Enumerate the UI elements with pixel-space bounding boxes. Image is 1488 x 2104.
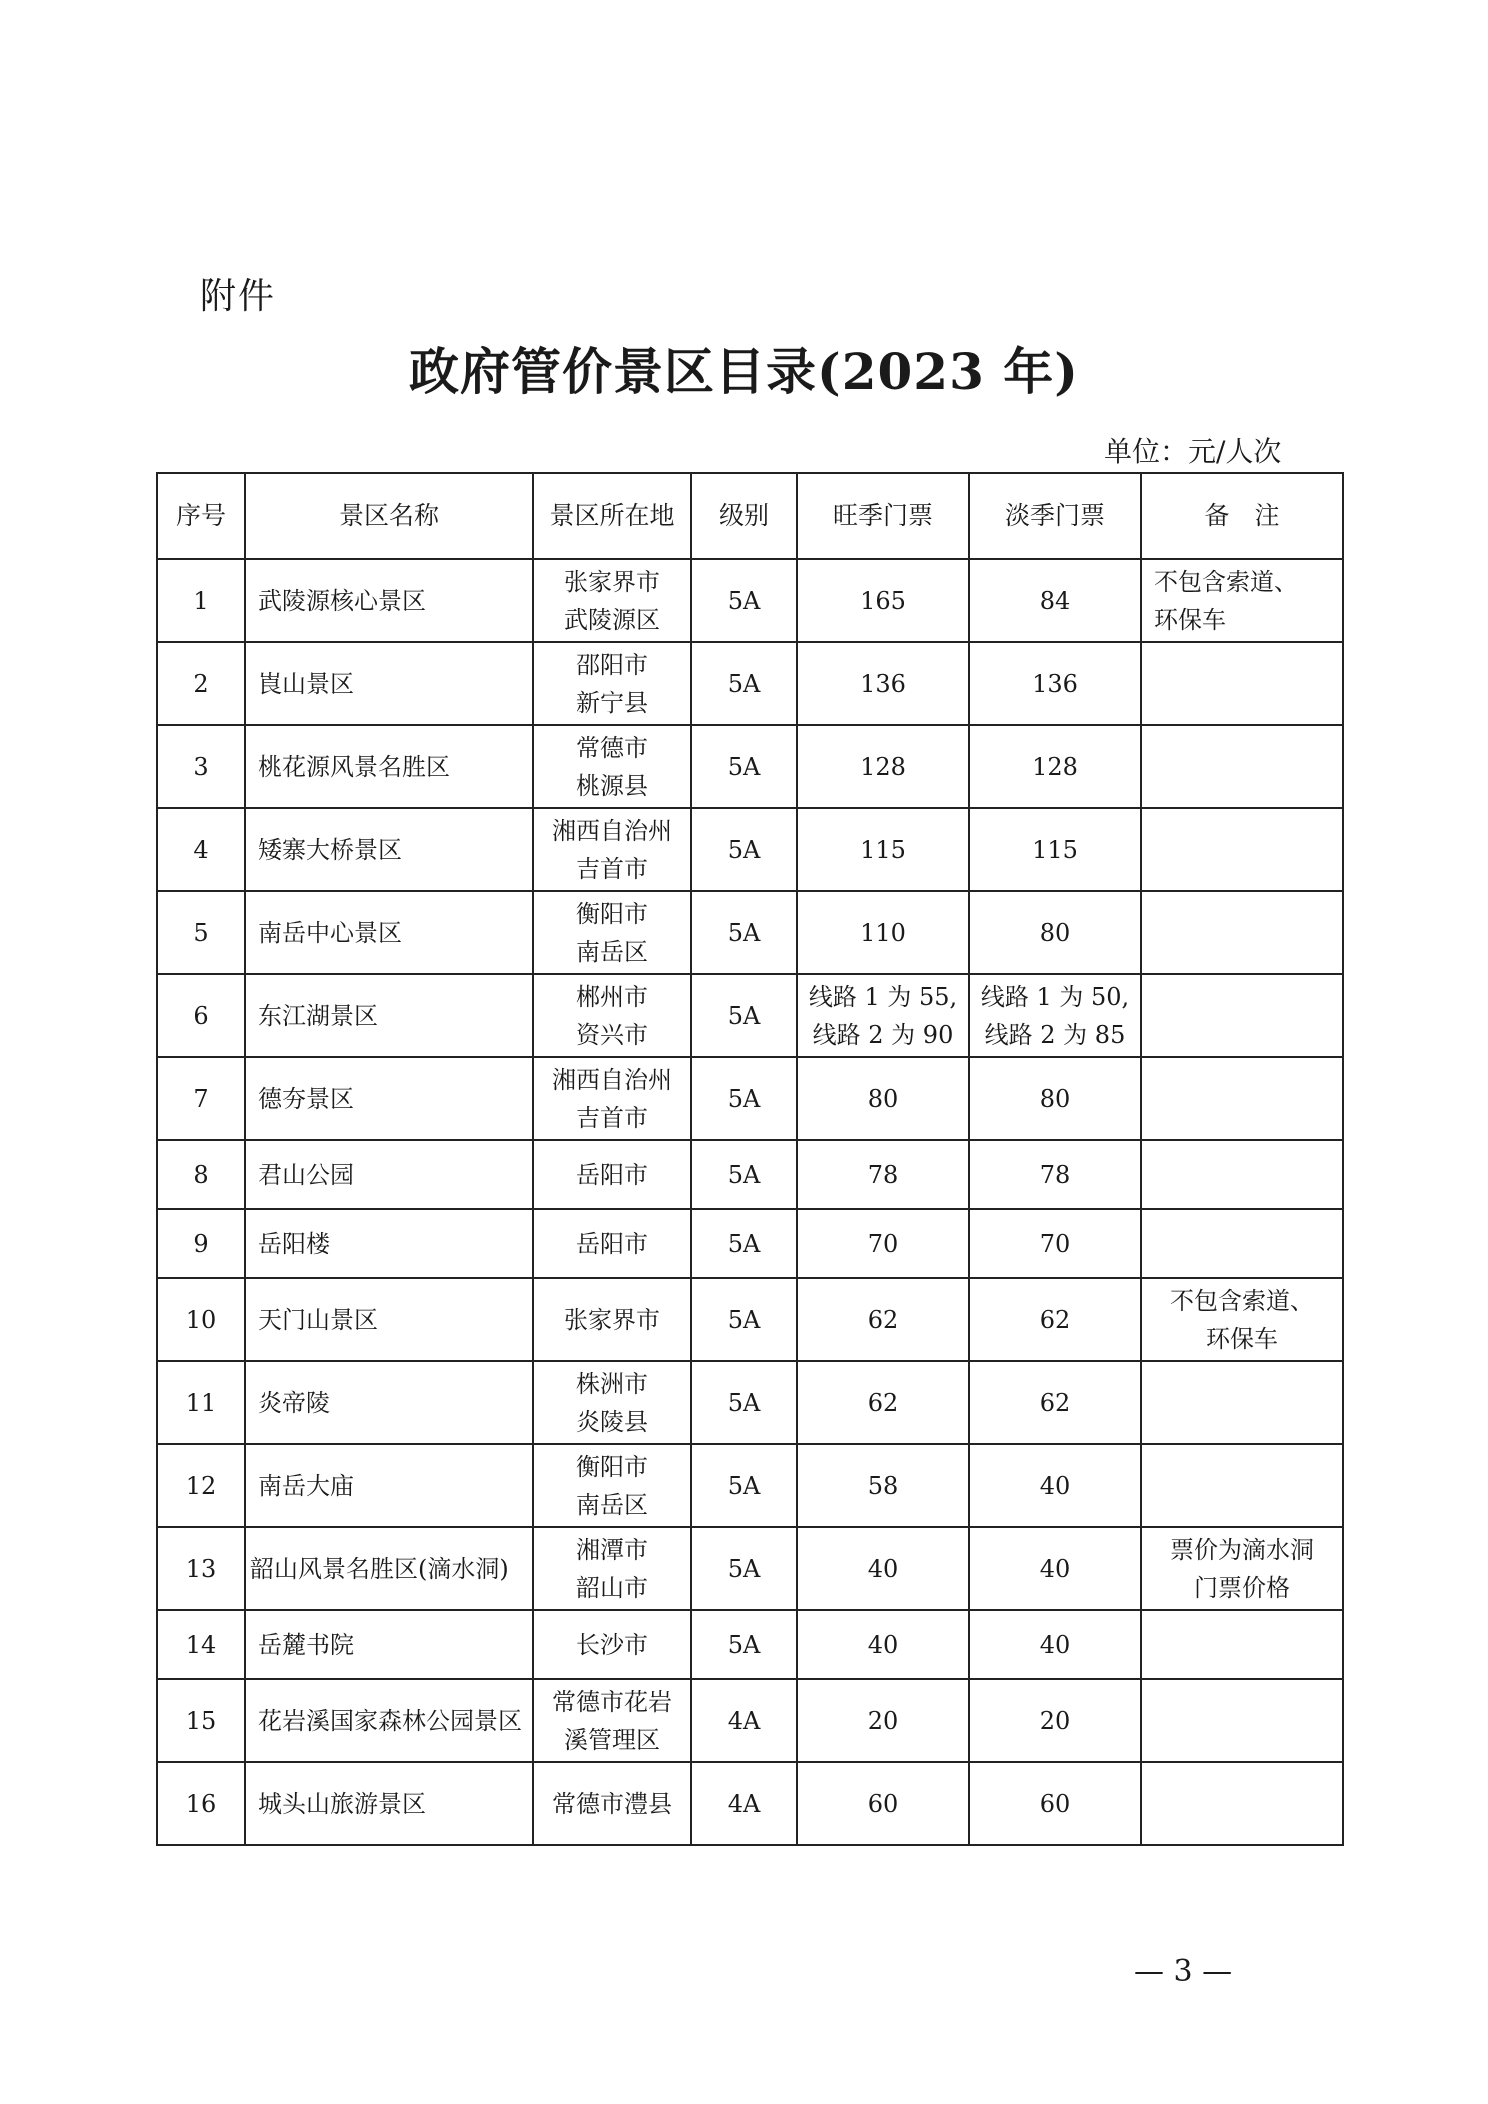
cell-level-line-1: 4A	[727, 1789, 761, 1818]
cell-location	[533, 1679, 691, 1762]
cell-location-line-1: 湘西自治州	[552, 1065, 672, 1094]
col-header-no: 序号	[157, 473, 245, 559]
table-row	[157, 808, 1343, 891]
cell-level	[691, 1610, 797, 1679]
cell-location	[533, 891, 691, 974]
table-row	[157, 725, 1343, 808]
cell-name-line-1: 城头山旅游景区	[258, 1789, 426, 1818]
cell-peak-ticket-line-1: 20	[867, 1706, 899, 1735]
cell-location-line-2: 南岳区	[576, 937, 648, 966]
cell-level	[691, 642, 797, 725]
cell-no-line-1: 4	[193, 835, 209, 864]
cell-note	[1141, 1527, 1343, 1610]
cell-offpeak-ticket	[969, 808, 1141, 891]
cell-peak-ticket-line-1: 40	[867, 1630, 899, 1659]
cell-name-line-1: 韶山风景名胜区(滴水洞)	[250, 1554, 509, 1583]
cell-name	[245, 1361, 533, 1444]
table-row	[157, 1057, 1343, 1140]
col-header-level: 级别	[691, 473, 797, 559]
cell-name	[245, 1679, 533, 1762]
cell-offpeak-ticket-line-1: 78	[1039, 1160, 1071, 1189]
cell-name	[245, 1610, 533, 1679]
cell-no	[157, 974, 245, 1057]
cell-offpeak-ticket	[969, 725, 1141, 808]
cell-no	[157, 642, 245, 725]
cell-location-line-2: 资兴市	[576, 1020, 648, 1049]
cell-peak-ticket-line-1: 136	[860, 669, 906, 698]
cell-peak-ticket	[797, 725, 969, 808]
cell-location	[533, 1527, 691, 1610]
table-row	[157, 1527, 1343, 1610]
cell-offpeak-ticket-line-1: 80	[1039, 1084, 1071, 1113]
table-row	[157, 1679, 1343, 1762]
cell-location-line-2: 武陵源区	[564, 605, 660, 634]
cell-no	[157, 1762, 245, 1845]
cell-location-line-1: 张家界市	[564, 567, 660, 596]
cell-note	[1141, 642, 1343, 725]
cell-peak-ticket-line-1: 62	[867, 1305, 899, 1334]
cell-peak-ticket	[797, 1762, 969, 1845]
cell-location-line-1: 常德市	[576, 733, 648, 762]
cell-level-line-1: 5A	[727, 835, 761, 864]
cell-name	[245, 1762, 533, 1845]
cell-level	[691, 1762, 797, 1845]
cell-offpeak-ticket	[969, 1444, 1141, 1527]
cell-name	[245, 808, 533, 891]
cell-peak-ticket-line-1: 80	[867, 1084, 899, 1113]
cell-offpeak-ticket	[969, 1762, 1141, 1845]
table-row	[157, 891, 1343, 974]
cell-offpeak-ticket-line-1: 62	[1039, 1388, 1071, 1417]
cell-location-line-2: 新宁县	[576, 688, 648, 717]
cell-peak-ticket-line-1: 165	[860, 586, 906, 615]
cell-note	[1141, 1057, 1343, 1140]
cell-level-line-1: 5A	[727, 1554, 761, 1583]
cell-no	[157, 1527, 245, 1610]
cell-no	[157, 1209, 245, 1278]
cell-name-line-1: 炎帝陵	[258, 1388, 330, 1417]
cell-location	[533, 1278, 691, 1361]
cell-level-line-1: 5A	[727, 1160, 761, 1189]
cell-name-line-1: 花岩溪国家森林公园景区	[258, 1706, 522, 1735]
cell-peak-ticket-line-1: 40	[867, 1554, 899, 1583]
cell-offpeak-ticket-line-1: 40	[1039, 1554, 1071, 1583]
cell-level-line-1: 5A	[727, 1229, 761, 1258]
cell-name-line-1: 武陵源核心景区	[258, 586, 426, 615]
cell-peak-ticket	[797, 891, 969, 974]
cell-location	[533, 559, 691, 642]
cell-no	[157, 891, 245, 974]
cell-note-line-1: 票价为滴水洞	[1170, 1535, 1314, 1564]
cell-location-line-2: 溪管理区	[564, 1725, 660, 1754]
cell-location-line-2: 韶山市	[576, 1573, 648, 1602]
cell-peak-ticket	[797, 559, 969, 642]
cell-level-line-1: 5A	[727, 752, 761, 781]
cell-name	[245, 1527, 533, 1610]
cell-peak-ticket	[797, 1140, 969, 1209]
cell-offpeak-ticket-line-1: 40	[1039, 1630, 1071, 1659]
cell-location	[533, 974, 691, 1057]
cell-offpeak-ticket	[969, 891, 1141, 974]
cell-level	[691, 974, 797, 1057]
cell-level-line-1: 5A	[727, 1084, 761, 1113]
col-header-note: 备 注	[1141, 473, 1343, 559]
cell-peak-ticket-line-1: 110	[860, 918, 906, 947]
table-row	[157, 1140, 1343, 1209]
cell-offpeak-ticket	[969, 1278, 1141, 1361]
cell-name-line-1: 崀山景区	[258, 669, 354, 698]
cell-name	[245, 1140, 533, 1209]
cell-location-line-2: 桃源县	[576, 771, 648, 800]
cell-name-line-1: 矮寨大桥景区	[258, 835, 402, 864]
cell-name	[245, 1444, 533, 1527]
cell-peak-ticket	[797, 974, 969, 1057]
cell-note	[1141, 1444, 1343, 1527]
cell-location	[533, 1057, 691, 1140]
cell-offpeak-ticket	[969, 1361, 1141, 1444]
cell-location-line-2: 炎陵县	[576, 1407, 648, 1436]
cell-location-line-2: 吉首市	[576, 1103, 648, 1132]
col-header-peak-ticket: 旺季门票	[797, 473, 969, 559]
cell-location	[533, 808, 691, 891]
cell-no-line-1: 7	[193, 1084, 209, 1113]
cell-level	[691, 808, 797, 891]
cell-level	[691, 1679, 797, 1762]
cell-name-line-1: 南岳大庙	[258, 1471, 354, 1500]
cell-location	[533, 1610, 691, 1679]
cell-peak-ticket	[797, 1527, 969, 1610]
cell-location	[533, 1209, 691, 1278]
cell-offpeak-ticket-line-2: 线路 2 为 85	[984, 1020, 1126, 1049]
cell-offpeak-ticket-line-1: 62	[1039, 1305, 1071, 1334]
cell-name	[245, 559, 533, 642]
table-row	[157, 1209, 1343, 1278]
cell-no	[157, 725, 245, 808]
cell-location	[533, 725, 691, 808]
cell-level-line-1: 5A	[727, 1471, 761, 1500]
cell-level	[691, 559, 797, 642]
table-header-row	[157, 473, 1343, 559]
cell-offpeak-ticket	[969, 974, 1141, 1057]
cell-offpeak-ticket-line-1: 20	[1039, 1706, 1071, 1735]
cell-location	[533, 1444, 691, 1527]
cell-name-line-1: 东江湖景区	[258, 1001, 378, 1030]
scenic-area-table	[156, 472, 1344, 1846]
cell-name	[245, 891, 533, 974]
cell-offpeak-ticket-line-1: 128	[1032, 752, 1078, 781]
cell-note-line-2: 门票价格	[1194, 1573, 1290, 1602]
cell-location	[533, 1762, 691, 1845]
cell-location-line-1: 衡阳市	[576, 899, 648, 928]
cell-peak-ticket-line-1: 115	[860, 835, 906, 864]
cell-note	[1141, 1762, 1343, 1845]
table-row	[157, 1361, 1343, 1444]
cell-peak-ticket-line-1: 78	[867, 1160, 899, 1189]
cell-offpeak-ticket-line-1: 40	[1039, 1471, 1071, 1500]
cell-no	[157, 1361, 245, 1444]
cell-peak-ticket-line-1: 58	[867, 1471, 899, 1500]
cell-offpeak-ticket	[969, 1057, 1141, 1140]
cell-offpeak-ticket-line-1: 115	[1032, 835, 1078, 864]
cell-no-line-1: 13	[185, 1554, 217, 1583]
cell-note	[1141, 1209, 1343, 1278]
cell-note	[1141, 974, 1343, 1057]
cell-peak-ticket	[797, 1361, 969, 1444]
cell-no-line-1: 9	[193, 1229, 209, 1258]
cell-no-line-1: 6	[193, 1001, 209, 1030]
cell-location-line-1: 岳阳市	[576, 1160, 648, 1189]
cell-name	[245, 1209, 533, 1278]
cell-name	[245, 725, 533, 808]
cell-level-line-1: 4A	[727, 1706, 761, 1735]
cell-note	[1141, 1278, 1343, 1361]
cell-no	[157, 1057, 245, 1140]
cell-no	[157, 1140, 245, 1209]
cell-peak-ticket	[797, 1278, 969, 1361]
cell-name	[245, 974, 533, 1057]
col-header-name: 景区名称	[245, 473, 533, 559]
cell-location	[533, 1140, 691, 1209]
cell-level	[691, 1140, 797, 1209]
cell-level	[691, 1361, 797, 1444]
cell-peak-ticket	[797, 1209, 969, 1278]
cell-name-line-1: 天门山景区	[258, 1305, 378, 1334]
cell-level	[691, 725, 797, 808]
cell-offpeak-ticket	[969, 559, 1141, 642]
cell-location-line-1: 张家界市	[564, 1305, 660, 1334]
cell-no-line-1: 1	[193, 586, 209, 615]
col-header-location: 景区所在地	[533, 473, 691, 559]
cell-no-line-1: 3	[193, 752, 209, 781]
cell-no	[157, 1444, 245, 1527]
table-row	[157, 559, 1343, 642]
cell-name-line-1: 君山公园	[258, 1160, 354, 1189]
cell-offpeak-ticket-line-1: 84	[1039, 586, 1071, 615]
cell-note-line-2: 环保车	[1206, 1324, 1278, 1353]
table-row	[157, 1610, 1343, 1679]
cell-level	[691, 1444, 797, 1527]
cell-location-line-1: 常德市澧县	[552, 1789, 672, 1818]
cell-name	[245, 642, 533, 725]
cell-location-line-1: 株洲市	[576, 1369, 648, 1398]
page-number: — 3 —	[1134, 1954, 1233, 1989]
cell-no-line-1: 11	[185, 1388, 217, 1417]
cell-no-line-1: 12	[185, 1471, 217, 1500]
cell-location	[533, 1361, 691, 1444]
cell-offpeak-ticket	[969, 1527, 1141, 1610]
cell-level-line-1: 5A	[727, 1388, 761, 1417]
cell-name-line-1: 桃花源风景名胜区	[258, 752, 450, 781]
cell-note	[1141, 1610, 1343, 1679]
table-row	[157, 642, 1343, 725]
cell-name-line-1: 岳阳楼	[258, 1229, 330, 1258]
col-header-offpeak-ticket: 淡季门票	[969, 473, 1141, 559]
cell-location-line-1: 衡阳市	[576, 1452, 648, 1481]
cell-no	[157, 1679, 245, 1762]
cell-level-line-1: 5A	[727, 1305, 761, 1334]
cell-no	[157, 808, 245, 891]
cell-offpeak-ticket	[969, 1209, 1141, 1278]
cell-note-line-1: 不包含索道、	[1154, 567, 1298, 596]
table-row	[157, 1444, 1343, 1527]
cell-name	[245, 1057, 533, 1140]
cell-peak-ticket	[797, 1679, 969, 1762]
cell-no-line-1: 15	[185, 1706, 217, 1735]
cell-location-line-2: 吉首市	[576, 854, 648, 883]
cell-note	[1141, 725, 1343, 808]
cell-offpeak-ticket	[969, 1679, 1141, 1762]
cell-peak-ticket-line-1: 70	[867, 1229, 899, 1258]
cell-offpeak-ticket-line-1: 136	[1032, 669, 1078, 698]
cell-level-line-1: 5A	[727, 1001, 761, 1030]
table-row	[157, 1278, 1343, 1361]
cell-level	[691, 1209, 797, 1278]
cell-note	[1141, 1679, 1343, 1762]
cell-peak-ticket	[797, 1610, 969, 1679]
cell-level-line-1: 5A	[727, 669, 761, 698]
cell-no-line-1: 8	[193, 1160, 209, 1189]
cell-no-line-1: 10	[185, 1305, 217, 1334]
cell-level-line-1: 5A	[727, 1630, 761, 1659]
cell-level-line-1: 5A	[727, 918, 761, 947]
unit-label: 单位：元/人次	[1104, 435, 1282, 468]
cell-no-line-1: 2	[193, 669, 209, 698]
cell-peak-ticket-line-2: 线路 2 为 90	[812, 1020, 954, 1049]
cell-peak-ticket	[797, 1444, 969, 1527]
cell-offpeak-ticket-line-1: 70	[1039, 1229, 1071, 1258]
cell-offpeak-ticket-line-1: 80	[1039, 918, 1071, 947]
cell-offpeak-ticket	[969, 642, 1141, 725]
cell-peak-ticket-line-1: 线路 1 为 55,	[808, 982, 958, 1011]
cell-name	[245, 1278, 533, 1361]
cell-no-line-1: 5	[193, 918, 209, 947]
cell-note-line-2: 环保车	[1154, 605, 1226, 634]
cell-location-line-1: 湘西自治州	[552, 816, 672, 845]
cell-location-line-1: 长沙市	[576, 1630, 648, 1659]
cell-location-line-1: 常德市花岩	[552, 1687, 672, 1716]
cell-level	[691, 1527, 797, 1610]
cell-name-line-1: 南岳中心景区	[258, 918, 402, 947]
table-row	[157, 1762, 1343, 1845]
cell-offpeak-ticket-line-1: 线路 1 为 50,	[980, 982, 1130, 1011]
cell-level-line-1: 5A	[727, 586, 761, 615]
cell-no-line-1: 16	[185, 1789, 217, 1818]
cell-peak-ticket-line-1: 128	[860, 752, 906, 781]
cell-note	[1141, 1140, 1343, 1209]
cell-level	[691, 1057, 797, 1140]
cell-note	[1141, 1361, 1343, 1444]
cell-peak-ticket-line-1: 60	[867, 1789, 899, 1818]
cell-peak-ticket	[797, 1057, 969, 1140]
cell-no	[157, 1278, 245, 1361]
cell-note	[1141, 559, 1343, 642]
cell-offpeak-ticket-line-1: 60	[1039, 1789, 1071, 1818]
cell-note-line-1: 不包含索道、	[1170, 1286, 1314, 1315]
cell-offpeak-ticket	[969, 1140, 1141, 1209]
cell-location-line-1: 郴州市	[576, 982, 648, 1011]
cell-location-line-1: 湘潭市	[576, 1535, 648, 1564]
cell-name-line-1: 德夯景区	[258, 1084, 354, 1113]
cell-no-line-1: 14	[185, 1630, 217, 1659]
cell-location-line-1: 岳阳市	[576, 1229, 648, 1258]
cell-peak-ticket	[797, 642, 969, 725]
cell-location	[533, 642, 691, 725]
document-title: 政府管价景区目录(2023 年)	[409, 342, 1079, 401]
cell-note	[1141, 891, 1343, 974]
cell-peak-ticket	[797, 808, 969, 891]
cell-location-line-2: 南岳区	[576, 1490, 648, 1519]
cell-no	[157, 559, 245, 642]
cell-location-line-1: 邵阳市	[576, 650, 648, 679]
cell-level	[691, 1278, 797, 1361]
cell-peak-ticket-line-1: 62	[867, 1388, 899, 1417]
cell-name-line-1: 岳麓书院	[258, 1630, 354, 1659]
cell-level	[691, 891, 797, 974]
attachment-label: 附件	[200, 276, 277, 317]
cell-note	[1141, 808, 1343, 891]
cell-no	[157, 1610, 245, 1679]
table-row	[157, 974, 1343, 1057]
cell-offpeak-ticket	[969, 1610, 1141, 1679]
